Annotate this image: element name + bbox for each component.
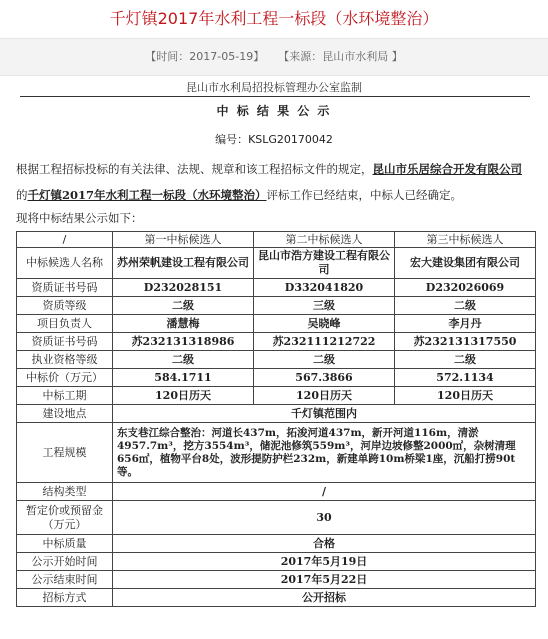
para-after: 评标工作已经结束，中标人已经确定。: [266, 188, 463, 202]
cell: 苏232131318986: [113, 333, 254, 351]
cell: 二级: [113, 351, 254, 369]
candidate-3-header: 第三中标候选人: [395, 232, 536, 248]
table-row: [17, 423, 536, 483]
table-row: [17, 279, 536, 297]
row-label: 执业资格等级: [17, 351, 113, 369]
divider: [20, 96, 530, 97]
table-row: [17, 248, 536, 279]
meta-bar: [0, 38, 548, 76]
cell: D332041820: [254, 279, 395, 297]
table-row: [17, 351, 536, 369]
scope-value: 东支巷江综合整治：河道长437m，拓浚河道437m，新开河道116m，清淤4957.7m³，挖方3554m³，储泥池修筑559m³，河岸边坡修整2000㎡，杂树清理656㎡，植物平台8处，波形提防护栏232m，新建单跨10m桥梁1座，沉船打捞90t等。: [113, 423, 536, 483]
row-label: 中标价（万元）: [17, 369, 113, 387]
table-row: [17, 571, 536, 589]
cell: D232026069: [395, 279, 536, 297]
row-label: 资质等级: [17, 297, 113, 315]
cell: 吴晓峰: [254, 315, 395, 333]
para-company: 昆山市乐居综合开发有限公司: [372, 162, 522, 176]
cell: 120日历天: [113, 387, 254, 405]
cell: 李月丹: [395, 315, 536, 333]
table-row: [17, 315, 536, 333]
table-row: [17, 589, 536, 607]
cell: 苏232131317550: [395, 333, 536, 351]
row-label: 招标方式: [17, 589, 113, 607]
para-middle: 的: [16, 188, 28, 202]
table-row: [17, 333, 536, 351]
cell: 三级: [254, 297, 395, 315]
para-project: 千灯镇2017年水利工程一标段（水环境整治）: [27, 188, 267, 202]
cell: 120日历天: [254, 387, 395, 405]
table-row: [17, 535, 536, 553]
method-value: 公开招标: [113, 589, 536, 607]
publish-time: 【时间：2017-05-19】: [145, 50, 265, 63]
cell: 苏232111212722: [254, 333, 395, 351]
table-corner: /: [17, 232, 113, 248]
result-table: [16, 231, 536, 607]
cell: D232028151: [113, 279, 254, 297]
table-row: [17, 297, 536, 315]
intro-paragraph: [16, 156, 536, 208]
cell: 二级: [395, 351, 536, 369]
location-value: 千灯镇范围内: [113, 405, 536, 423]
table-header-row: [17, 232, 536, 248]
table-row: [17, 483, 536, 501]
table-row: [17, 405, 536, 423]
start-value: 2017年5月19日: [113, 553, 536, 571]
notice-number: 编号：KSLG20170042: [215, 133, 333, 146]
cell: 苏州荣帆建设工程有限公司: [113, 248, 254, 279]
para-before: 根据工程招标投标的有关法律、法规、规章和该工程招标文件的规定，: [16, 162, 373, 176]
cell: 120日历天: [395, 387, 536, 405]
page-title: 千灯镇2017年水利工程一标段（水环境整治）: [109, 9, 439, 28]
row-label: 结构类型: [17, 483, 113, 501]
supervise-text: 昆山市水利局招投标管理办公室监制: [186, 81, 362, 94]
structure-value: /: [113, 483, 536, 501]
row-label: 公示开始时间: [17, 553, 113, 571]
quality-value: 合格: [113, 535, 536, 553]
candidate-1-header: 第一中标候选人: [113, 232, 254, 248]
notice-heading: 中 标 结 果 公 示: [216, 104, 332, 118]
row-label: 资质证书号码: [17, 333, 113, 351]
row-label: 中标工期: [17, 387, 113, 405]
row-label: 中标质量: [17, 535, 113, 553]
list-intro: 现将中标结果公示如下：: [16, 211, 143, 225]
table-row: [17, 501, 536, 535]
table-row: [17, 387, 536, 405]
candidate-2-header: 第二中标候选人: [254, 232, 395, 248]
row-label: 工程规模: [17, 423, 113, 483]
row-label: 资质证书号码: [17, 279, 113, 297]
cell: 二级: [113, 297, 254, 315]
provisional-value: 30: [113, 501, 536, 535]
row-label: 建设地点: [17, 405, 113, 423]
cell: 572.1134: [395, 369, 536, 387]
cell: 584.1711: [113, 369, 254, 387]
cell: 潘慧梅: [113, 315, 254, 333]
row-label: 项目负责人: [17, 315, 113, 333]
row-label: 暂定价或预留金（万元）: [17, 501, 113, 535]
end-value: 2017年5月22日: [113, 571, 536, 589]
cell: 二级: [254, 351, 395, 369]
cell: 昆山市浩方建设工程有限公司: [254, 248, 395, 279]
table-row: [17, 369, 536, 387]
row-label: 中标候选人名称: [17, 248, 113, 279]
cell: 宏大建设集团有限公司: [395, 248, 536, 279]
cell: 567.3866: [254, 369, 395, 387]
cell: 二级: [395, 297, 536, 315]
row-label: 公示结束时间: [17, 571, 113, 589]
table-row: [17, 553, 536, 571]
publish-source: 【来源：昆山市水利局 】: [278, 50, 403, 63]
